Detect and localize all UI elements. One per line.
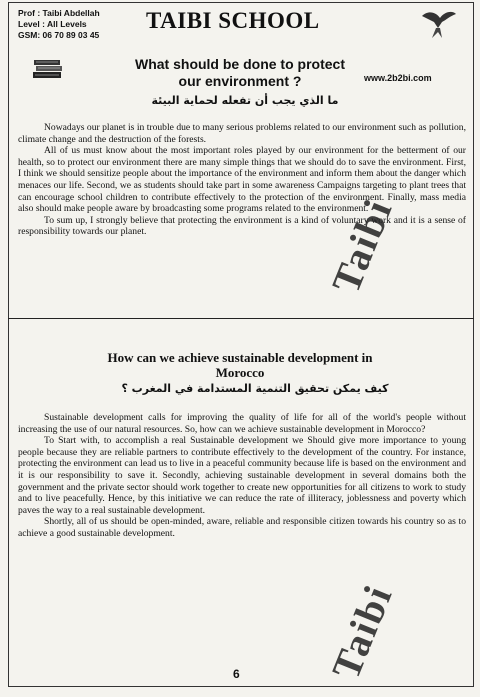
page-border-bottom (8, 686, 474, 687)
taibi-watermark: Taibi (322, 577, 402, 686)
section2-paragraph: Shortly, all of us should be open-minded, aware, reliable and responsible citizen towards his country so as to achieve a good sustainable development. (18, 516, 466, 539)
section2-title (40, 350, 440, 380)
section2-paragraph: To Start with, to accomplish a real Sustainable development we Should give more importance to young people because they are reliable partners to contribute effectively to the development of the country. For instance, protecting the environment can lead us to live in a peaceful community because life is based on the environment and it is our responsibility to save it. Secondly, achieving sustainable development in several domains both the government and the private sector should work together to create new opportunities for all citizens to work to study and to live peacefully. Hence, by this initiative we can reduce the rate of illiteracy, joblessness and poverty which paves the way to a real sustainable development. (18, 435, 466, 516)
page-number: 6 (233, 667, 240, 681)
section1-paragraph: All of us must know about the most important roles played by our environment for the betterment of our health, so to protect our environment there are many simple things that we should do to save the environment. First, I think we should sensitize people about the importance of the environment and inform them about the danger which menaces our life. Second, we as students should take part in some awareness Campaigns targeting to plant trees that can encourage school children to contribute effectively to the protection of the environment. Finally, mass media also should make people aware by broadcasting some programs related to the environment. (18, 145, 466, 215)
section1-title-line1: What should be done to protect (135, 56, 345, 72)
taibi-watermark: Taibi (322, 191, 402, 300)
page-border-left (8, 2, 9, 687)
school-title: TAIBI SCHOOL (146, 8, 320, 33)
section2-arabic-title: كيف يمكن تحقيق التنمية المستدامة في المغرب ؟ (121, 382, 389, 395)
page-border-right (473, 2, 474, 687)
section2-title-line1: How can we achieve sustainable development in (107, 350, 373, 365)
section2-essay (18, 412, 466, 540)
page-border-top (8, 2, 474, 3)
level-text: Level : All Levels (18, 19, 87, 29)
section1-essay (18, 122, 466, 238)
teacher-info (18, 8, 100, 41)
section2-title-line2: Morocco (215, 365, 265, 380)
section1-title-line2: our environment ? (178, 73, 302, 89)
section1-title (120, 56, 360, 90)
bird-logo-icon (418, 6, 458, 40)
section-divider (8, 318, 474, 319)
website-link[interactable]: www.2b2bi.com (364, 73, 432, 83)
prof-name: Prof : Taibi Abdellah (18, 8, 100, 18)
gsm-text: GSM: 06 70 89 03 45 (18, 30, 100, 40)
section1-paragraph: To sum up, I strongly believe that protecting the environment is a kind of voluntary work and it is a sense of responsibility towards our planet. (18, 214, 466, 238)
section1-paragraph: Nowadays our planet is in trouble due to many serious problems related to our environment such as pollution, climate change and the destruction of the forests. (18, 122, 466, 145)
section2-paragraph: Sustainable development calls for improving the quality of life for all of the world's people without increasing the use of our natural resources. So, how can we achieve sustainable development in Morocco? (18, 412, 466, 435)
section1-arabic-title: ما الذي يجب أن تفعله لحماية البيئة (151, 94, 339, 107)
books-icon (32, 58, 64, 80)
